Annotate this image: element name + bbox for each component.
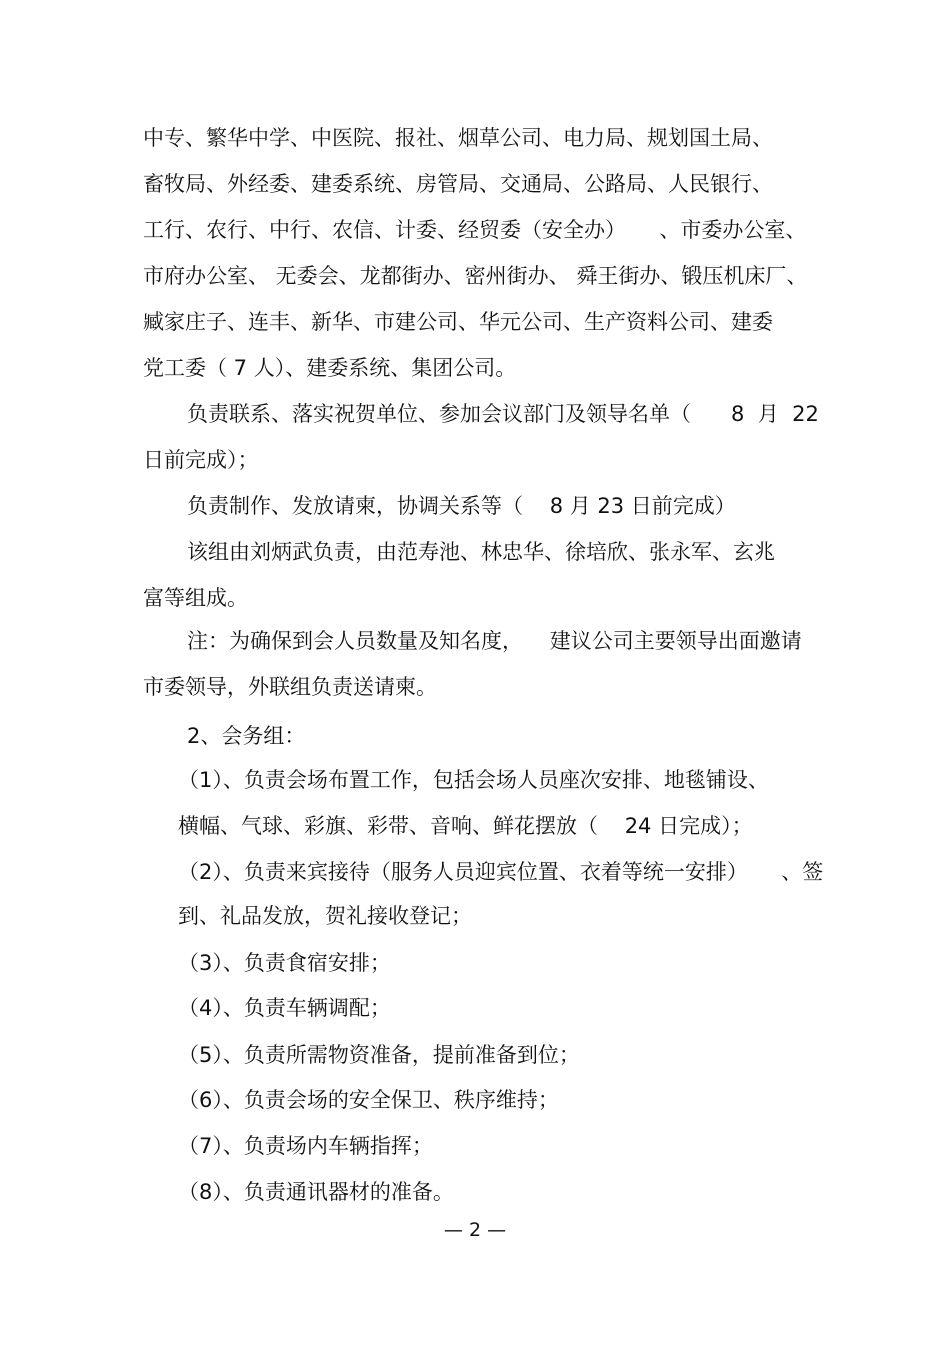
text-line-16: 横幅、气球、彩旗、彩带、音响、鲜花摆放（ 24 日完成）； bbox=[178, 814, 753, 838]
text-line-18: 到、礼品发放，贺礼接收登记； bbox=[178, 904, 472, 928]
text-line-4: 市府办公室、 无委会、龙都街办、密州街办、 舜王街办、锻压机床厂、 bbox=[143, 264, 808, 288]
text-line-15: （1）、负责会场布置工作，包括会场人员座次安排、地毯铺设、 bbox=[178, 768, 769, 792]
text-line-8: 日前完成）； bbox=[143, 448, 259, 472]
text-line-20: （4）、负责车辆调配； bbox=[178, 996, 391, 1020]
text-line-2: 畜牧局、外经委、建委系统、房管局、交通局、公路局、人民银行、 bbox=[143, 172, 773, 196]
text-line-21: （5）、负责所需物资准备，提前准备到位； bbox=[178, 1043, 580, 1067]
text-line-14: 2、会务组： bbox=[187, 724, 306, 748]
text-line-19: （3）、负责食宿安排； bbox=[178, 951, 391, 975]
text-line-13: 市委领导，外联组负责送请柬。 bbox=[143, 675, 437, 699]
text-line-9: 负责制作、发放请柬，协调关系等（ 8 月 23 日前完成） bbox=[187, 494, 736, 518]
text-line-17: （2）、负责来宾接待（服务人员迎宾位置、衣着等统一安排） 、签 bbox=[178, 860, 824, 884]
text-line-22: （6）、负责会场的安全保卫、秩序维持； bbox=[178, 1088, 559, 1112]
text-line-1: 中专、繁华中学、中医院、报社、烟草公司、电力局、规划国土局、 bbox=[143, 126, 773, 150]
text-line-23: （7）、负责场内车辆指挥； bbox=[178, 1134, 433, 1158]
text-line-7: 负责联系、落实祝贺单位、参加会议部门及领导名单（ 8 月 22 bbox=[187, 402, 819, 426]
text-line-11: 富等组成。 bbox=[143, 586, 248, 610]
text-line-6: 党工委（ 7 人）、建委系统、集团公司。 bbox=[143, 356, 517, 380]
text-line-3: 工行、农行、中行、农信、计委、经贸委（安全办） 、市委办公室、 bbox=[143, 218, 807, 242]
page-number: — 2 — bbox=[443, 1219, 507, 1241]
text-line-12: 注：为确保到会人员数量及知名度， 建议公司主要领导出面邀请 bbox=[187, 629, 802, 653]
text-line-24: （8）、负责通讯器材的准备。 bbox=[178, 1180, 454, 1204]
text-line-10: 该组由刘炳武负责，由范寿池、林忠华、徐培欣、张永军、玄兆 bbox=[187, 540, 775, 564]
text-line-5: 臧家庄子、连丰、新华、市建公司、华元公司、生产资料公司、建委 bbox=[143, 310, 773, 334]
